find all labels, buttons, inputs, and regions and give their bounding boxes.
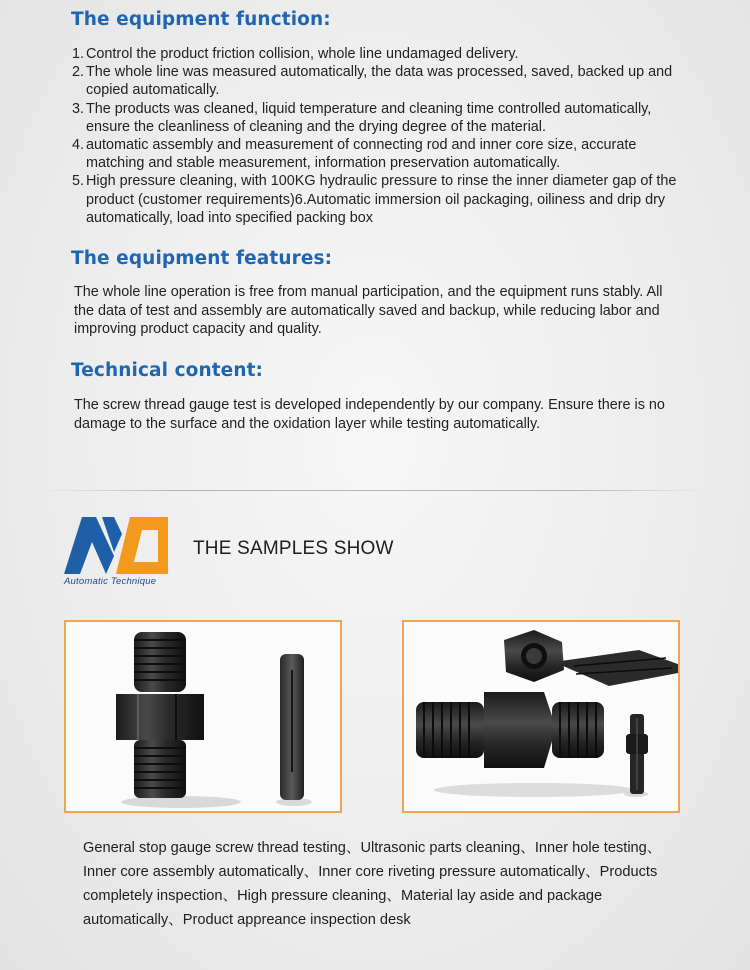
threaded-connector-and-pin-photo (66, 622, 340, 811)
list-item (72, 136, 692, 172)
sample-photo-2 (402, 620, 680, 813)
logo-caption: Automatic Technique (64, 576, 157, 587)
list-item (72, 45, 692, 63)
item-number: 4. (72, 137, 85, 154)
item-number: 2. (72, 64, 85, 81)
item-number: 3. (72, 100, 85, 117)
nut-connector-and-small-pin-photo (404, 622, 678, 811)
item-text: High pressure cleaning, with 100KG hydraulic pressure to rinse the inner diameter gap of the product (customer requirements)6.Automatic immersion oil packaging, oiliness and drip dry automatically, load into specified packing box (86, 173, 677, 226)
item-number: 5. (72, 173, 85, 190)
features-paragraph: The whole line operation is free from manual participation, and the equipment runs stably. All the data of test and assembly are automatically saved and backup, while reducing labor and improving product capacity and quality. (74, 284, 663, 337)
list-item (72, 63, 692, 99)
function-heading: The equipment function: (71, 9, 331, 30)
section-divider (42, 490, 708, 491)
item-text: The products was cleaned, liquid temperature and cleaning time controlled automatically, ensure the cleanliness of cleaning and the drying degree of the material. (86, 100, 652, 135)
sample-photo-1 (64, 620, 342, 813)
item-text: Control the product friction collision, whole line undamaged delivery. (86, 46, 519, 62)
technical-paragraph: The screw thread gauge test is developed independently by our company. Ensure there is no damage to the surface and the oxidation layer while testing automatically. (74, 397, 665, 432)
list-item (72, 172, 692, 227)
samples-title: THE SAMPLES SHOW (193, 538, 394, 559)
item-text: automatic assembly and measurement of connecting rod and inner core size, accurate matching and stable measurement, information preservation automatically. (86, 137, 637, 172)
function-list (72, 45, 692, 227)
technical-heading: Technical content: (71, 360, 264, 381)
item-number: 1. (72, 46, 85, 62)
samples-caption: General stop gauge screw thread testing、Ultrasonic parts cleaning、Inner hole testing、Inner core assembly automatically、Inner core riveting pressure automatically、Products completely inspection、High pressure cleaning、Material lay aside and package automatically、Product appreance inspection desk (83, 840, 662, 928)
list-item (72, 100, 692, 136)
features-heading: The equipment features: (71, 248, 333, 269)
item-text: The whole line was measured automatically, the data was processed, saved, backed up and copied automatically. (86, 64, 673, 99)
